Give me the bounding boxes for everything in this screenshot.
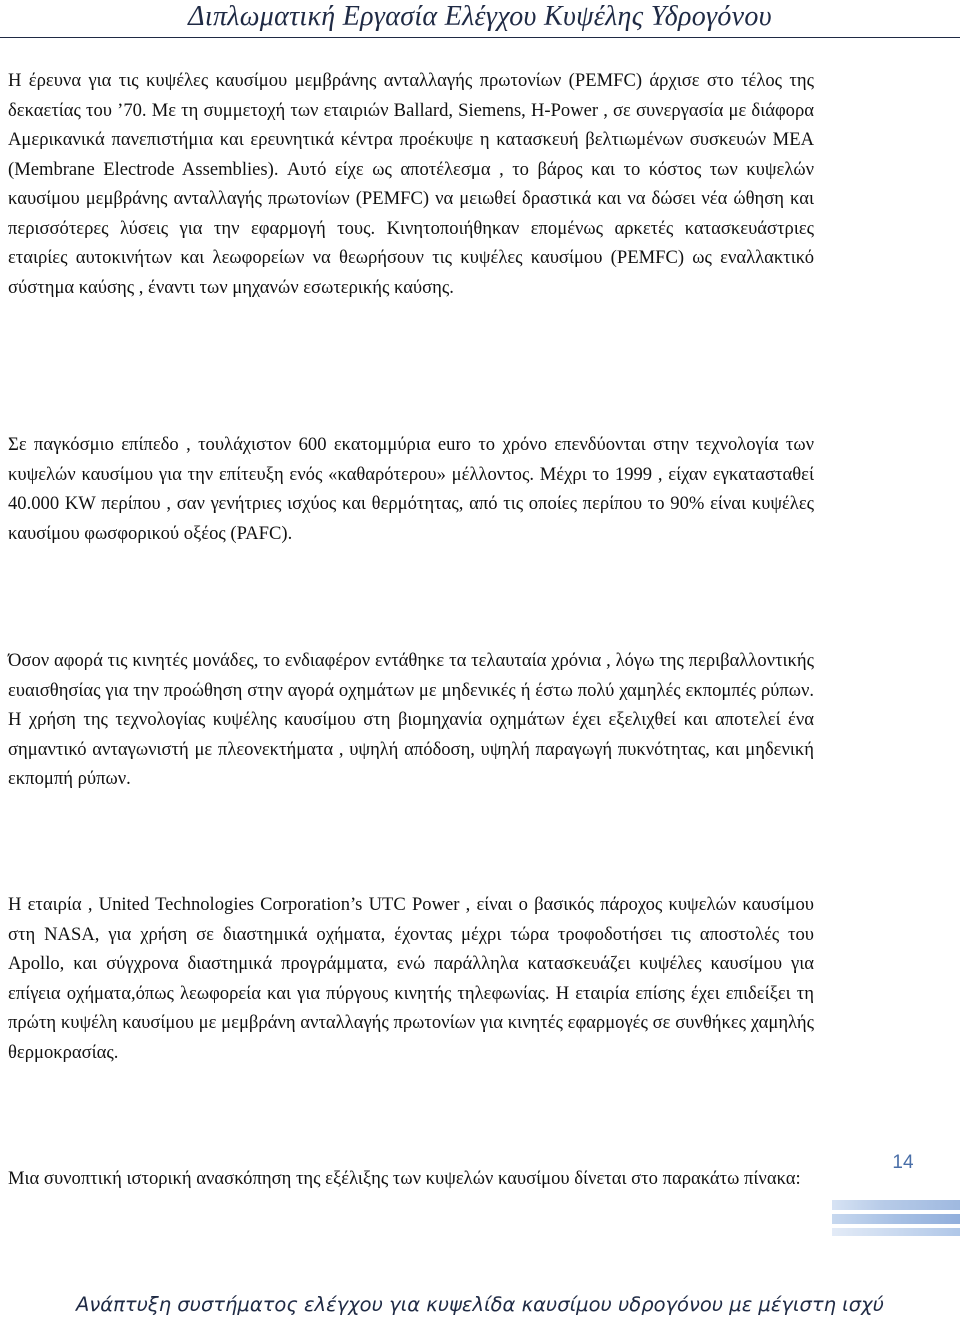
decoration-bar — [832, 1214, 960, 1224]
paragraph-utc-power: Η εταιρία , United Technologies Corporation’s UTC Power , είναι ο βασικός πάροχος κυψελών καυσίμου στη NASA, για χρήση σε διαστημικά οχήματα, έχοντας μέχρι τώρα τροφοδοτήσει τις αποστολές του Apollo, και σύγχρονα διαστημικά προγράμματα, ενώ παράλληλα κατασκευάζει κυψέλες καυσίμου για επίγεια οχήματα,όπως λεωφορεία και για πύργους κινητής τηλεφωνίας. Η εταιρία επίσης έχει επιδείξει τη πρώτη κυψέλη καυσίμου με μεμβράνη ανταλλαγής πρωτονίων για κινητές εφαρμογές σε συνθήκες χαμηλής θερμοκρασίας. — [8, 894, 814, 1063]
page-number: 14 — [892, 1152, 914, 1173]
paragraph-mobile-units: Όσον αφορά τις κινητές μονάδες, το ενδιαφέρον εντάθηκε τα τελαυταία χρόνια , λόγω της περιβαλλοντικής ευαισθησίας για την προώθηση στην αγορά οχημάτων με μηδενικές ή έστω πολύ χαμηλές εκπομπές ρύπων. Η χρήση της τεχνολογίας κυψέλης καυσίμου στη βιομηχανία οχημάτων έχει εξελιχθεί και αποτελεί ένα σημαντικό ανταγωνιστή με πλεονεκτήματα , υψηλή απόδοση, υψηλή παραγωγή πυκνότητας, και μηδενική εκπομπή ρύπων. — [8, 650, 814, 789]
paragraph-table-intro: Μια συνοπτική ιστορική ανασκόπηση της εξέλιξης των κυψελών καυσίμου δίνεται στο παρακάτω πίνακα: — [8, 1168, 801, 1189]
decoration-bar — [832, 1228, 960, 1236]
paragraph-pemfc-history: Η έρευνα για τις κυψέλες καυσίμου μεμβράνης ανταλλαγής πρωτονίων (PEMFC) άρχισε στο τέλος της δεκαετίας του ’70. Με τη συμμετοχή των εταιριών Ballard, Siemens, H-Power , σε συνεργασία με διάφορα Αμερικανικά πανεπιστήμια και ερευνητικά κέντρα προέκυψε η κατασκευή βελτιωμένων συσκευών MEA (Membrane Electrode Assemblies). Αυτό είχε ως αποτέλεσμα , το βάρος και το κόστος των κυψελών καυσίμου μεμβράνης ανταλλαγής πρωτονίων (PEMFC) να μειωθεί δραστικά και να δώσει νέα ώθηση και περισσότερες λύσεις για την εφαρμογή τους. Κινητοποιήθηκαν επομένως αρκετές κατασκευάστριες εταιρίες αυτοκινήτων και λεωφορείων να θεωρήσουν τις κυψέλες καυσίμου (PEMFC) ως εναλλακτικό σύστημα καύσης , έναντι των μηχανών εσωτερικής καύσης. — [8, 70, 814, 298]
header-title: Διπλωματική Εργασία Ελέγχου Κυψέλης Υδρογόνου — [188, 1, 772, 32]
page-header — [0, 0, 960, 38]
page-footer: Ανάπτυξη συστήματος ελέγχου για κυψελίδα καυσίμου υδρογόνου με μέγιστη ισχύ — [76, 1293, 884, 1316]
paragraph-global-investment: Σε παγκόσμιο επίπεδο , τουλάχιστον 600 εκατομμύρια euro το χρόνο επενδύονται στην τεχνολογία των κυψελών καυσίμου για την επίτευξη ενός «καθαρότερου» μέλλοντος. Μέχρι το 1999 , είχαν εγκατασταθεί 40.000 KW περίπου , σαν γενήτριες ισχύος και θερμότητας, από τις οποίες περίπου το 90% είναι κυψέλες καυσίμου φωσφορικού οξέος (PAFC). — [8, 434, 814, 544]
decoration-bar — [832, 1200, 960, 1210]
header-divider — [0, 37, 960, 38]
page-number-decoration — [832, 1200, 960, 1240]
